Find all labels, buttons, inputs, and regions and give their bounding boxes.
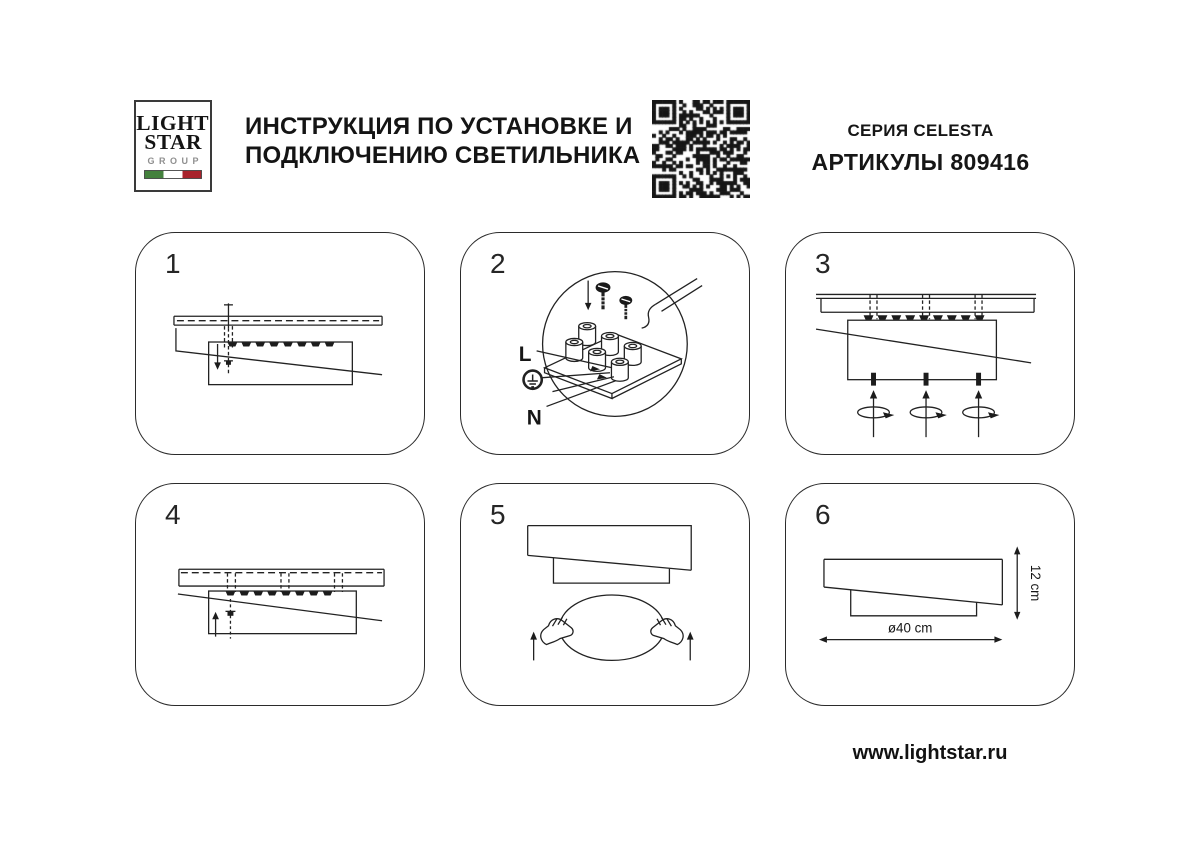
down-arrow-icon bbox=[585, 281, 592, 311]
mounting-screw bbox=[224, 303, 233, 373]
fixture-body bbox=[176, 328, 382, 384]
fixture-body bbox=[528, 526, 692, 583]
up-arrow-icon bbox=[687, 632, 694, 661]
step-number: 2 bbox=[490, 248, 506, 279]
step-number: 1 bbox=[165, 248, 181, 279]
screw-rotation-arrow-icon bbox=[963, 373, 1000, 437]
fixture-body bbox=[816, 320, 1031, 379]
wire-label-live: L bbox=[518, 342, 532, 366]
step-number: 3 bbox=[815, 248, 831, 279]
step-panel-1 bbox=[135, 232, 425, 455]
article-number: АРТИКУЛЫ 809416 bbox=[811, 149, 1030, 175]
title-line2: ПОДКЛЮЧЕНИЮ СВЕТИЛЬНИКА bbox=[245, 141, 641, 169]
screw-rotation-arrow-icon bbox=[910, 373, 947, 437]
logo-text-light: LIGHT bbox=[136, 110, 210, 135]
led-contacts bbox=[227, 342, 334, 346]
terminal-screw-icon bbox=[619, 296, 632, 319]
earth-icon bbox=[524, 371, 542, 389]
height-dimension-label: 12 cm bbox=[1028, 564, 1044, 602]
logo-text-star: STAR bbox=[144, 129, 202, 154]
screw-rotation-arrow-icon bbox=[858, 373, 895, 437]
step-panel-3 bbox=[785, 232, 1075, 455]
fixture-body bbox=[824, 559, 1002, 615]
lightstar-logo bbox=[134, 100, 212, 192]
terminal-block bbox=[545, 323, 682, 399]
height-dimension bbox=[1014, 546, 1043, 619]
website-url: www.lightstar.ru bbox=[852, 742, 1008, 764]
ceiling-mounting-plate bbox=[179, 569, 384, 586]
italian-flag-icon bbox=[144, 170, 202, 179]
step-number: 4 bbox=[165, 499, 181, 530]
ceiling-mounting-plate bbox=[174, 316, 382, 325]
logo-text-group: GROUP bbox=[147, 155, 203, 166]
terminal-screw-icon bbox=[596, 282, 611, 309]
step-panel-2 bbox=[460, 232, 750, 455]
wire-label-neutral: N bbox=[526, 406, 542, 430]
title-line1: ИНСТРУКЦИЯ ПО УСТАНОВКЕ И bbox=[245, 113, 633, 140]
step4-illustration bbox=[136, 484, 424, 705]
screw-holes bbox=[227, 573, 342, 592]
document-title bbox=[245, 113, 640, 170]
step1-illustration bbox=[136, 233, 424, 454]
led-contacts bbox=[864, 315, 985, 319]
qr-code bbox=[652, 100, 750, 198]
hand-icon bbox=[651, 617, 683, 644]
step-number: 6 bbox=[815, 499, 831, 530]
step-panel-4 bbox=[135, 483, 425, 706]
down-arrow-icon bbox=[214, 344, 221, 370]
supply-cable bbox=[642, 279, 702, 329]
step5-illustration bbox=[461, 484, 749, 705]
series-name: СЕРИЯ CELESTA bbox=[847, 121, 994, 140]
product-info bbox=[793, 121, 1048, 176]
ceiling-mounting-plate bbox=[816, 294, 1036, 312]
step-panel-5 bbox=[460, 483, 750, 706]
diameter-dimension-label: ø40 cm bbox=[887, 620, 933, 636]
up-arrow-icon bbox=[530, 632, 537, 661]
decor-screw bbox=[225, 599, 235, 639]
diameter-dimension bbox=[819, 621, 1002, 643]
step-panel-6 bbox=[785, 483, 1075, 706]
led-contacts bbox=[225, 591, 332, 595]
fixture-body bbox=[178, 591, 382, 634]
up-arrow-icon bbox=[212, 612, 219, 637]
glass-diffuser bbox=[559, 595, 664, 660]
step6-illustration bbox=[786, 484, 1074, 705]
hand-icon bbox=[541, 617, 573, 644]
step2-illustration bbox=[461, 233, 749, 454]
step-number: 5 bbox=[490, 499, 506, 530]
step3-illustration bbox=[786, 233, 1074, 454]
